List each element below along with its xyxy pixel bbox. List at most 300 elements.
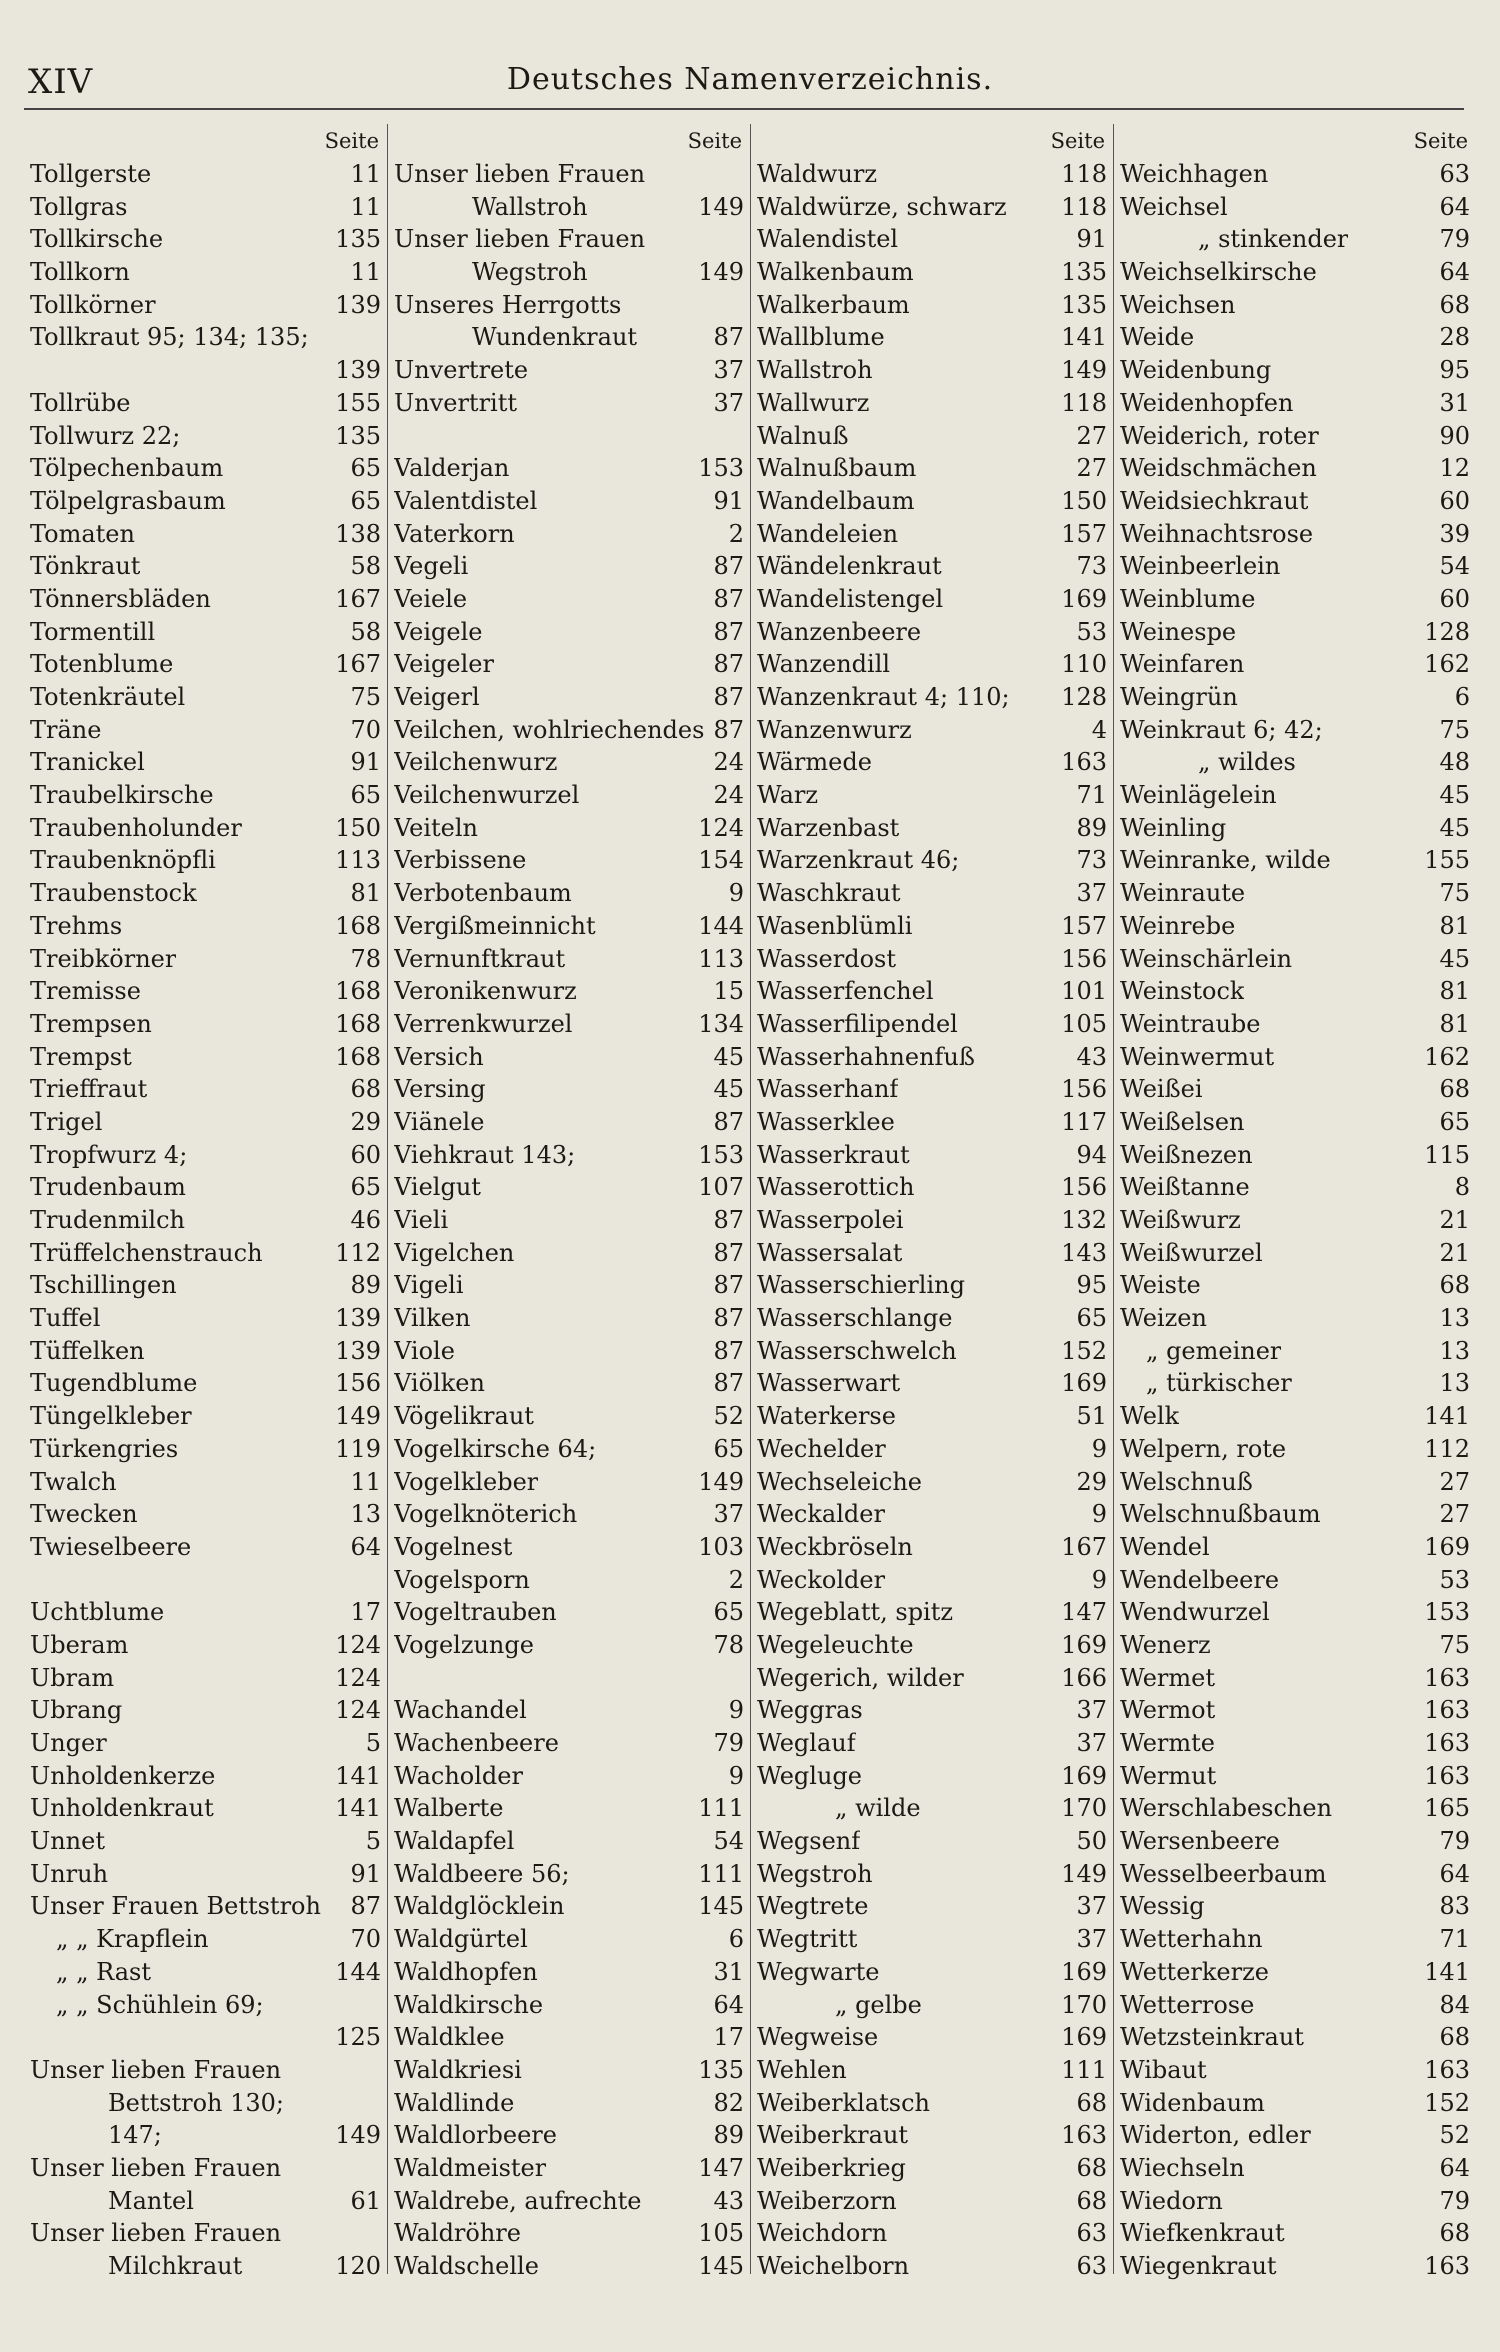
entry-page-ref: 163	[1061, 748, 1107, 777]
entry-page-ref: 149	[335, 1402, 381, 1431]
entry-term: Weißwurzel	[1120, 1238, 1263, 1267]
entry-page-ref: 139	[335, 356, 381, 385]
entry-term: Wetterhahn	[1120, 1925, 1263, 1954]
entry-term: Wasserottich	[757, 1173, 915, 1202]
index-entry	[1120, 1662, 1470, 1695]
entry-term: Unholdenkraut	[30, 1794, 214, 1823]
entry-term: Vieli	[394, 1206, 449, 1234]
entry-page-ref: 112	[335, 1238, 381, 1267]
entry-term: Veigeler	[394, 650, 494, 679]
index-entry	[1120, 420, 1470, 453]
index-entry	[30, 1106, 381, 1139]
index-entry	[394, 1760, 744, 1793]
entry-term: „ stinkender	[1198, 225, 1349, 254]
entry-page-ref: 169	[1061, 1957, 1107, 1986]
entry-page-ref: 95	[1439, 356, 1470, 385]
index-entry	[1120, 1923, 1470, 1956]
index-entry	[394, 1204, 744, 1237]
entry-page-ref: 65	[350, 454, 381, 483]
entry-page-ref: 87	[713, 1107, 744, 1136]
entry-term: Wasserschwelch	[757, 1336, 957, 1365]
index-entry	[757, 1792, 1107, 1825]
index-entry	[394, 1694, 744, 1727]
entry-page-ref: 11	[350, 192, 381, 221]
entry-term: Treibkörner	[30, 944, 177, 973]
index-entry	[394, 583, 744, 616]
entry-term: Walberte	[394, 1794, 504, 1823]
index-entry	[30, 975, 381, 1008]
entry-page-ref: 134	[698, 1009, 744, 1038]
entry-term: Weißnezen	[1120, 1140, 1253, 1169]
index-entry	[30, 910, 381, 943]
entry-page-ref: 87	[713, 552, 744, 581]
entry-term: Tollwurz 22;	[30, 421, 181, 450]
entry-page-ref: 156	[335, 1369, 381, 1398]
index-entry	[757, 844, 1107, 877]
index-entry	[757, 2152, 1107, 2185]
entry-term: Weizen	[1120, 1304, 1207, 1333]
index-entry	[1120, 2087, 1470, 2120]
index-entry	[394, 354, 744, 387]
entry-page-ref: 60	[1439, 584, 1470, 613]
entry-term: Viänele	[394, 1107, 485, 1136]
index-entry	[1120, 485, 1470, 518]
entry-term: Unser Frauen Bettstroh	[30, 1892, 321, 1921]
entry-page-ref: 163	[1424, 1663, 1470, 1692]
index-entry	[30, 746, 381, 779]
index-entry	[394, 1596, 744, 1629]
entry-page-ref: 168	[335, 911, 381, 940]
index-entry	[394, 1858, 744, 1891]
entry-page-ref: 135	[1061, 258, 1107, 287]
entry-page-ref: 141	[1061, 323, 1107, 352]
entry-term: Weggras	[757, 1696, 863, 1725]
entry-term: Weißelsen	[1120, 1107, 1245, 1136]
entry-page-ref: 128	[1424, 617, 1470, 646]
entry-page-ref: 105	[1061, 1009, 1107, 1038]
index-entry	[757, 1367, 1107, 1400]
entry-term: Weinrebe	[1120, 911, 1236, 940]
entry-term: Viehkraut 143;	[394, 1140, 576, 1169]
index-entry	[394, 1629, 744, 1662]
index-entry	[757, 321, 1107, 354]
entry-term: Wasserpolei	[757, 1206, 904, 1234]
entry-term: Unnet	[30, 1827, 105, 1856]
index-entry	[394, 1041, 744, 1074]
entry-page-ref: 87	[713, 1271, 744, 1300]
entry-page-ref: 13	[350, 1500, 381, 1529]
entry-page-ref: 91	[350, 748, 381, 777]
entry-term: Vogelkleber	[394, 1467, 539, 1496]
entry-page-ref: 79	[1439, 2186, 1470, 2215]
index-entry	[30, 1890, 381, 1923]
index-entry	[1120, 2021, 1470, 2054]
index-entry	[394, 2185, 744, 2218]
entry-term: Vogelknöterich	[394, 1500, 578, 1529]
index-entry	[1120, 1596, 1470, 1629]
entry-term: Tropfwurz 4;	[30, 1140, 188, 1169]
entry-page-ref: 50	[1076, 1827, 1107, 1856]
entry-term: Ubrang	[30, 1696, 123, 1725]
entry-term: Bettstroh 130;	[108, 2088, 284, 2117]
entry-term: „ „ Schühlein 69;	[56, 1990, 264, 2019]
index-entry	[30, 1073, 381, 1106]
entry-page-ref: 144	[698, 911, 744, 940]
entry-page-ref: 91	[1076, 225, 1107, 254]
entry-page-ref: 78	[713, 1630, 744, 1659]
entry-term: Wermot	[1120, 1696, 1216, 1725]
entry-page-ref: 54	[1439, 552, 1470, 581]
index-entry	[1120, 1335, 1470, 1368]
entry-page-ref: 124	[698, 813, 744, 842]
entry-page-ref: 103	[698, 1532, 744, 1561]
index-entry	[757, 714, 1107, 747]
entry-term: Trudenmilch	[30, 1206, 185, 1234]
page-number: XIV	[28, 62, 94, 102]
entry-term: Unseres Herrgotts	[394, 290, 622, 319]
entry-term: Widenbaum	[1120, 2088, 1265, 2117]
entry-page-ref: 37	[1076, 1925, 1107, 1954]
index-entry	[757, 910, 1107, 943]
index-entry	[394, 616, 744, 649]
entry-term: Waldwurz	[757, 160, 878, 188]
index-entry	[1120, 550, 1470, 583]
entry-page-ref: 11	[350, 160, 381, 188]
entry-term: Waldgürtel	[394, 1925, 528, 1954]
index-entry	[1120, 1466, 1470, 1499]
entry-page-ref: 39	[1439, 519, 1470, 548]
entry-page-ref: 24	[713, 781, 744, 810]
entry-term: Trieffraut	[30, 1075, 148, 1104]
index-entry	[1120, 1629, 1470, 1662]
entry-page-ref: 60	[1439, 486, 1470, 515]
entry-term: Weidschmächen	[1120, 454, 1317, 483]
entry-page-ref: 31	[1439, 388, 1470, 417]
index-entry	[757, 1106, 1107, 1139]
entry-term: Weinling	[1120, 813, 1227, 842]
index-entry	[394, 943, 744, 976]
entry-term: Traubelkirsche	[30, 781, 214, 810]
entry-term: Tollgerste	[30, 160, 152, 188]
index-entry	[30, 2021, 381, 2054]
entry-page-ref: 71	[1076, 781, 1107, 810]
entry-page-ref: 125	[335, 2023, 381, 2052]
index-entry	[30, 1269, 381, 1302]
entry-page-ref: 48	[1439, 748, 1470, 777]
index-entry	[394, 1498, 744, 1531]
entry-term: Vielgut	[394, 1173, 481, 1202]
entry-term: Warzenbast	[757, 813, 900, 842]
index-entry	[30, 779, 381, 812]
entry-page-ref: 71	[1439, 1925, 1470, 1954]
entry-page-ref: 65	[350, 781, 381, 810]
entry-page-ref: 63	[1439, 160, 1470, 188]
entry-term: Wallblume	[757, 323, 885, 352]
entry-page-ref: 51	[1076, 1402, 1107, 1431]
entry-page-ref: 163	[1061, 2121, 1107, 2150]
index-entry	[30, 452, 381, 485]
entry-page-ref: 81	[350, 879, 381, 908]
entry-term: Uberam	[30, 1630, 129, 1659]
index-entry	[1120, 746, 1470, 779]
entry-page-ref: 84	[1439, 1990, 1470, 2019]
entry-page-ref: 6	[1454, 683, 1470, 711]
entry-page-ref: 65	[713, 1598, 744, 1627]
index-entry	[394, 1008, 744, 1041]
index-entry	[1120, 1727, 1470, 1760]
index-column-1	[24, 124, 387, 2280]
entry-page-ref: 24	[713, 748, 744, 777]
index-entry	[394, 844, 744, 877]
index-entry	[757, 1433, 1107, 1466]
index-entry	[30, 420, 381, 453]
entry-term: Weißtanne	[1120, 1173, 1250, 1202]
index-entry	[1120, 1008, 1470, 1041]
entry-term: Waldröhre	[394, 2219, 521, 2248]
entry-page-ref: 65	[1076, 1304, 1107, 1333]
seite-label: Seite	[687, 129, 742, 153]
index-entry	[30, 1662, 381, 1695]
entry-term: Weinstock	[1120, 977, 1245, 1006]
entry-term: Wasserschierling	[757, 1271, 965, 1300]
entry-page-ref: 87	[713, 584, 744, 613]
index-entry	[30, 1400, 381, 1433]
entry-page-ref: 73	[1076, 552, 1107, 581]
index-entry	[30, 1629, 381, 1662]
entry-term: Wanzenbeere	[757, 617, 922, 646]
entry-page-ref: 169	[1061, 584, 1107, 613]
index-entry	[757, 1073, 1107, 1106]
entry-page-ref: 13	[1439, 1336, 1470, 1365]
entry-term: Weichdorn	[757, 2219, 888, 2248]
entry-term: Weckolder	[757, 1565, 886, 1594]
entry-page-ref: 105	[698, 2219, 744, 2248]
index-entry	[394, 1956, 744, 1989]
entry-page-ref: 9	[1091, 1434, 1107, 1463]
entry-page-ref: 128	[1061, 683, 1107, 711]
entry-term: Veiteln	[394, 813, 478, 842]
index-entry	[394, 1269, 744, 1302]
entry-term: Wachandel	[394, 1696, 527, 1725]
entry-term: Vogelkirsche 64;	[394, 1434, 597, 1463]
index-entry	[757, 1662, 1107, 1695]
index-entry	[394, 1237, 744, 1270]
entry-term: Weidsiechkraut	[1120, 486, 1309, 515]
entry-term: Wetzsteinkraut	[1120, 2023, 1304, 2052]
entry-term: Wändelenkraut	[757, 552, 942, 581]
entry-page-ref: 13	[1439, 1369, 1470, 1398]
entry-page-ref: 8	[1454, 1173, 1470, 1202]
entry-page-ref: 149	[335, 2121, 381, 2150]
entry-page-ref: 9	[1091, 1500, 1107, 1529]
entry-term: Wechseleiche	[757, 1467, 922, 1496]
entry-page-ref: 79	[713, 1729, 744, 1757]
entry-page-ref: 118	[1061, 160, 1107, 188]
index-entry	[1120, 877, 1470, 910]
entry-term: Wersenbeere	[1120, 1827, 1280, 1856]
entry-page-ref: 170	[1061, 1990, 1107, 2019]
entry-page-ref: 65	[1439, 1107, 1470, 1136]
entry-term: Waldkriesi	[394, 2055, 522, 2084]
index-entry	[30, 191, 381, 224]
index-entry	[30, 2152, 381, 2185]
index-entry	[1120, 812, 1470, 845]
entry-term: Walendistel	[757, 225, 899, 254]
index-entry	[757, 420, 1107, 453]
entry-term: Trehms	[30, 911, 123, 940]
entry-term: Vigeli	[394, 1271, 464, 1300]
index-entry	[30, 1792, 381, 1825]
index-entry	[30, 223, 381, 256]
index-entry	[394, 485, 744, 518]
index-entry	[757, 1629, 1107, 1662]
entry-page-ref: 37	[713, 388, 744, 417]
index-entry	[30, 1139, 381, 1172]
entry-term: Weinlägelein	[1120, 781, 1277, 810]
entry-term: Waldlinde	[394, 2088, 515, 2117]
index-entry	[757, 1139, 1107, 1172]
entry-page-ref: 119	[335, 1434, 381, 1463]
entry-page-ref: 54	[713, 1827, 744, 1856]
index-entry	[30, 1956, 381, 1989]
entry-term: Waldapfel	[394, 1827, 515, 1856]
entry-term: Walkenbaum	[757, 258, 914, 287]
index-entry	[394, 1825, 744, 1858]
entry-page-ref: 139	[335, 1304, 381, 1333]
entry-page-ref: 29	[350, 1107, 381, 1136]
entry-page-ref: 149	[1061, 1859, 1107, 1888]
entry-term: Wasserdost	[757, 944, 896, 973]
index-entry	[30, 844, 381, 877]
entry-term: Weidenhopfen	[1120, 388, 1294, 417]
entry-page-ref: 68	[1076, 2088, 1107, 2117]
index-entry	[394, 1989, 744, 2022]
entry-term: Uchtblume	[30, 1598, 165, 1627]
index-entry	[757, 1269, 1107, 1302]
index-entry	[1120, 1367, 1470, 1400]
entry-page-ref: 155	[335, 388, 381, 417]
entry-page-ref: 68	[1439, 1271, 1470, 1300]
index-entry	[1120, 779, 1470, 812]
entry-term: Wegerich, wilder	[757, 1663, 964, 1692]
entry-term: Unruh	[30, 1859, 109, 1888]
entry-term: Vernunftkraut	[394, 944, 566, 973]
entry-page-ref: 37	[1076, 1696, 1107, 1725]
page-title: Deutsches Namenverzeichnis.	[506, 62, 994, 97]
entry-term: Tschillingen	[30, 1271, 177, 1300]
index-entry	[757, 1041, 1107, 1074]
entry-page-ref: 58	[350, 552, 381, 581]
index-entry	[394, 1466, 744, 1499]
index-column-3	[750, 124, 1113, 2280]
entry-page-ref: 111	[1061, 2055, 1107, 2084]
entry-page-ref: 168	[335, 977, 381, 1006]
entry-term: Wenerz	[1120, 1630, 1211, 1659]
entry-term: Veilchen, wohlriechendes	[394, 715, 705, 744]
index-entry	[757, 2185, 1107, 2218]
index-entry	[30, 1335, 381, 1368]
index-entry	[30, 2054, 381, 2087]
entry-page-ref: 45	[1439, 944, 1470, 973]
index-entry	[1120, 1564, 1470, 1597]
entry-page-ref: 135	[1061, 290, 1107, 319]
index-entry	[394, 2087, 744, 2120]
entry-page-ref: 157	[1061, 911, 1107, 940]
entry-term: Ubram	[30, 1663, 115, 1692]
entry-term: Vogeltrauben	[394, 1598, 557, 1627]
index-entry	[757, 648, 1107, 681]
entry-term: Viole	[394, 1336, 455, 1365]
index-entry	[394, 2054, 744, 2087]
index-entry	[1120, 616, 1470, 649]
entry-term: Wasserkraut	[757, 1140, 910, 1169]
seite-label: Seite	[324, 129, 379, 153]
index-entry	[30, 158, 381, 191]
entry-term: Wendelbeere	[1120, 1565, 1280, 1594]
entry-term: Unholdenkerze	[30, 1761, 216, 1790]
entry-page-ref: 2	[728, 519, 744, 548]
entry-term: Wibaut	[1120, 2055, 1207, 2084]
entry-page-ref: 68	[1439, 290, 1470, 319]
index-entry	[30, 321, 381, 354]
entry-page-ref: 163	[1424, 2055, 1470, 2084]
index-entry	[394, 191, 744, 224]
entry-page-ref: 43	[1076, 1042, 1107, 1071]
entry-term: Walnußbaum	[757, 454, 917, 483]
index-entry	[30, 1989, 381, 2022]
entry-page-ref: 37	[713, 1500, 744, 1529]
entry-page-ref: 45	[713, 1042, 744, 1071]
entry-term: Wanzenwurz	[757, 715, 912, 744]
entry-page-ref: 28	[1439, 323, 1470, 352]
index-entry	[1120, 2152, 1470, 2185]
entry-page-ref: 149	[1061, 356, 1107, 385]
entry-page-ref: 89	[350, 1271, 381, 1300]
entry-page-ref: 68	[1439, 1075, 1470, 1104]
entry-page-ref: 79	[1439, 225, 1470, 254]
entry-term: „ gemeiner	[1146, 1336, 1282, 1365]
entry-term: Viölken	[394, 1369, 485, 1398]
entry-page-ref: 87	[713, 323, 744, 352]
index-entry	[30, 1531, 381, 1564]
entry-page-ref: 83	[1439, 1892, 1470, 1921]
index-entry	[30, 1498, 381, 1531]
entry-term: Wegeleuchte	[757, 1630, 914, 1659]
index-entry	[1120, 1269, 1470, 1302]
entry-term: Vegeli	[394, 552, 469, 581]
index-entry	[394, 1171, 744, 1204]
entry-page-ref: 107	[698, 1173, 744, 1202]
entry-term: Wallwurz	[757, 388, 870, 417]
index-entry	[757, 1760, 1107, 1793]
entry-term: Veigele	[394, 617, 483, 646]
index-entry	[30, 812, 381, 845]
index-entry	[30, 714, 381, 747]
entry-term: „ gelbe	[835, 1990, 922, 2019]
index-entry	[394, 1400, 744, 1433]
entry-term: Weichhagen	[1120, 160, 1269, 188]
entry-page-ref: 27	[1439, 1500, 1470, 1529]
entry-page-ref: 168	[335, 1009, 381, 1038]
entry-page-ref: 170	[1061, 1794, 1107, 1823]
entry-page-ref: 73	[1076, 846, 1107, 875]
entry-term: Weiberkraut	[757, 2121, 909, 2150]
index-entry	[394, 1367, 744, 1400]
index-entry	[30, 1596, 381, 1629]
entry-term: Widerton, edler	[1120, 2121, 1311, 2150]
index-entry	[757, 518, 1107, 551]
entry-term: Weidenbung	[1120, 356, 1272, 385]
